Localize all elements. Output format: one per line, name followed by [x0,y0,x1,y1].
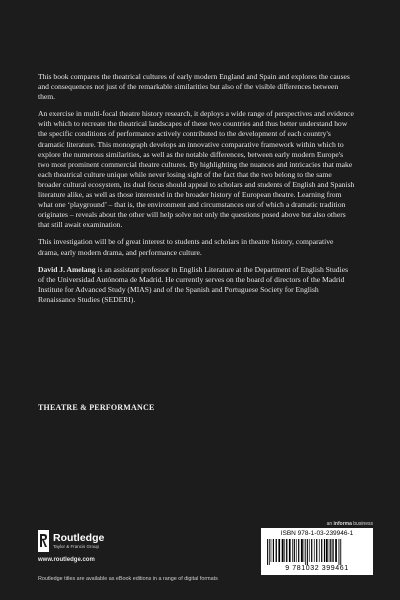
ebook-note: Routledge titles are available as eBook editions in a range of digital formats [38,576,218,582]
barcode-digits: 9 781032 399461 [285,565,349,572]
subject-category: THEATRE & PERFORMANCE [38,403,155,412]
author-name: David J. Amelang [38,264,96,274]
isbn-label: ISBN 978-1-03-239946-1 [280,530,354,537]
informa-prefix: an [326,521,334,527]
publisher-text [53,533,104,550]
blurb [38,72,356,312]
publisher-url: www.routledge.com [38,557,95,563]
barcode-icon [266,539,368,565]
blurb-paragraph-3: This investigation will be of great interest to students and scholars in theatre history, comparative drama, early modern drama, and performance culture. [38,237,334,257]
publisher-group: Taylor & Francis Group [53,543,100,549]
publisher-logo [38,530,104,552]
informa-tagline [327,521,373,527]
routledge-logo-icon [38,530,49,552]
blurb-paragraph-1: This book compares the theatrical cultures of early modern England and Spain and explores the causes and consequences not just of the remarkable similarities but also of the visible differences between them. [38,72,350,102]
blurb-paragraph-2: An exercise in multi-focal theatre history research, it deploys a wide range of perspectives and evidence with which to recreate the theatrical landscapes of these two countries and thus better understand how the specific conditions of performance actively contributed to the development of each country's dramatic literature. This monograph develops an innovative comparative framework within which to explore the numerous similarities, as well as the notable differences, between early modern Europe's two most prominent commercial theatre cultures. By highlighting the nuances and intricacies that make each theatrical culture unique while never losing sight of the fact that the two belong to the same broader cultural ecosystem, its dual focus should appeal to scholars and students of English and Spanish literature alike, as well as those interested in the broader history of European theatre. Learning from what one ‘playground’ – that is, the environment and circumstances out of which a dramatic tradition originates – reveals about the other will help solve not only the questions posed above but also others that still await examination. [38,109,355,230]
author-bio [38,265,356,305]
informa-suffix: business [351,521,373,527]
informa-brand: informa [333,521,352,527]
isbn-barcode [261,528,373,575]
publisher-name: Routledge [53,531,105,544]
author-bio-text: is an assistant professor in English Literature at the Department of English Studies of the Universidad Autónoma de Madrid. He currently serves on the board of directors of the Madrid Institute for Advanced Study (MIAS) and of the Spanish and Portuguese Society for English Renaissance Studies (SEDERI). [38,264,349,304]
